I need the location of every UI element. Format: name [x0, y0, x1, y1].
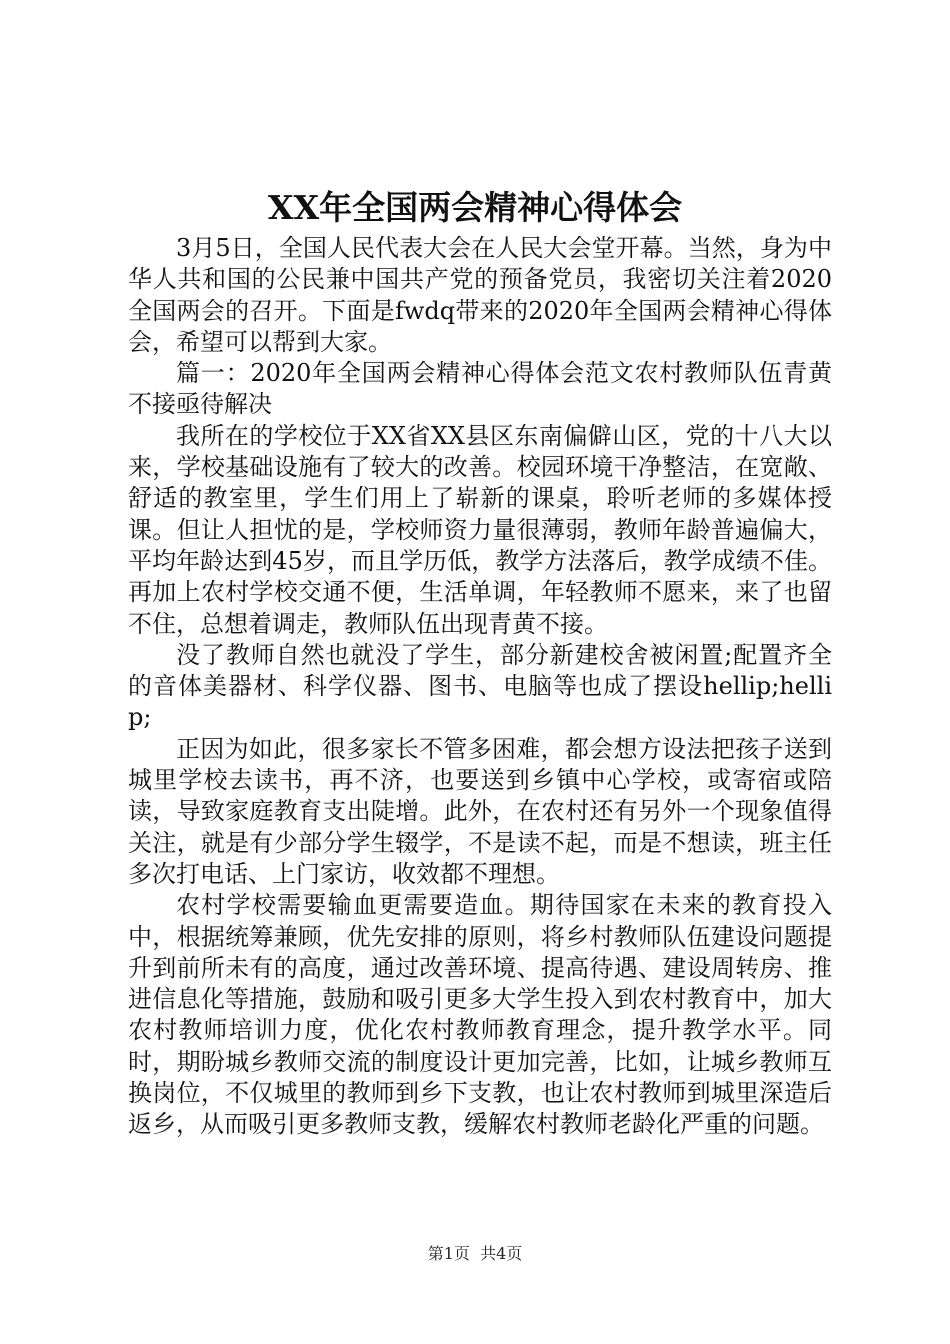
document-title: XX年全国两会精神心得体会	[267, 188, 683, 227]
page-total: 共4页	[480, 1244, 523, 1263]
paragraph-section-heading: 篇一：2020年全国两会精神心得体会范文农村教师队伍青黄不接亟待解决	[128, 359, 832, 419]
paragraph-parents-dropout: 正因为如此，很多家长不管多困难，都会想方设法把孩子送到城里学校去读书，再不济，也要送到乡镇中心学校，或寄宿或陪读，导致家庭教育支出陡增。此外，在农村还有另外一个现象值得关注，就是有少部分学生辍学，不是读不起，而是不想读，班主任多次打电话、上门家访，收效都不理想。	[128, 734, 832, 888]
page-footer	[0, 1244, 950, 1264]
paragraph-intro: 3月5日，全国人民代表大会在人民大会堂开幕。当然，身为中华人共和国的公民兼中国共产党的预备党员，我密切关注着2020全国两会的召开。下面是fwdq带来的2020年全国两会精神心得体会，希望可以帮到大家。	[128, 234, 832, 356]
paragraph-school-situation: 我所在的学校位于XX省XX县区东南偏僻山区，党的十八大以来，学校基础设施有了较大的改善。校园环境干净整洁，在宽敞、舒适的教室里，学生们用上了崭新的课桌，聆听老师的多媒体授课。但让人担忧的是，学校师资力量很薄弱，教师年龄普遍偏大，平均年龄达到45岁，而且学历低，教学方法落后，教学成绩不佳。再加上农村学校交通不便，生活单调，年轻教师不愿来，来了也留不住，总想着调走，教师队伍出现青黄不接。	[128, 421, 832, 638]
paragraph-expectations: 农村学校需要输血更需要造血。期待国家在未来的教育投入中，根据统筹兼顾，优先安排的原则，将乡村教师队伍建设问题提升到前所未有的高度，通过改善环境、提高待遇、建设周转房、推进信息化等措施，鼓励和吸引更多大学生投入到农村教育中，加大农村教师培训力度，优化农村教师教育理念，提升教学水平。同时，期盼城乡教师交流的制度设计更加完善，比如，让城乡教师互换岗位，不仅城里的教师到乡下支教，也让农村教师到城里深造后返乡，从而吸引更多教师支教，缓解农村教师老龄化严重的问题。	[128, 891, 832, 1139]
paragraph-idle-facilities: 没了教师自然也就没了学生，部分新建校舍被闲置;配置齐全的音体美器材、科学仪器、图书、电脑等也成了摆设hellip;hellip;	[128, 640, 832, 732]
page-number: 第1页	[427, 1244, 470, 1263]
document-body	[128, 233, 832, 1141]
